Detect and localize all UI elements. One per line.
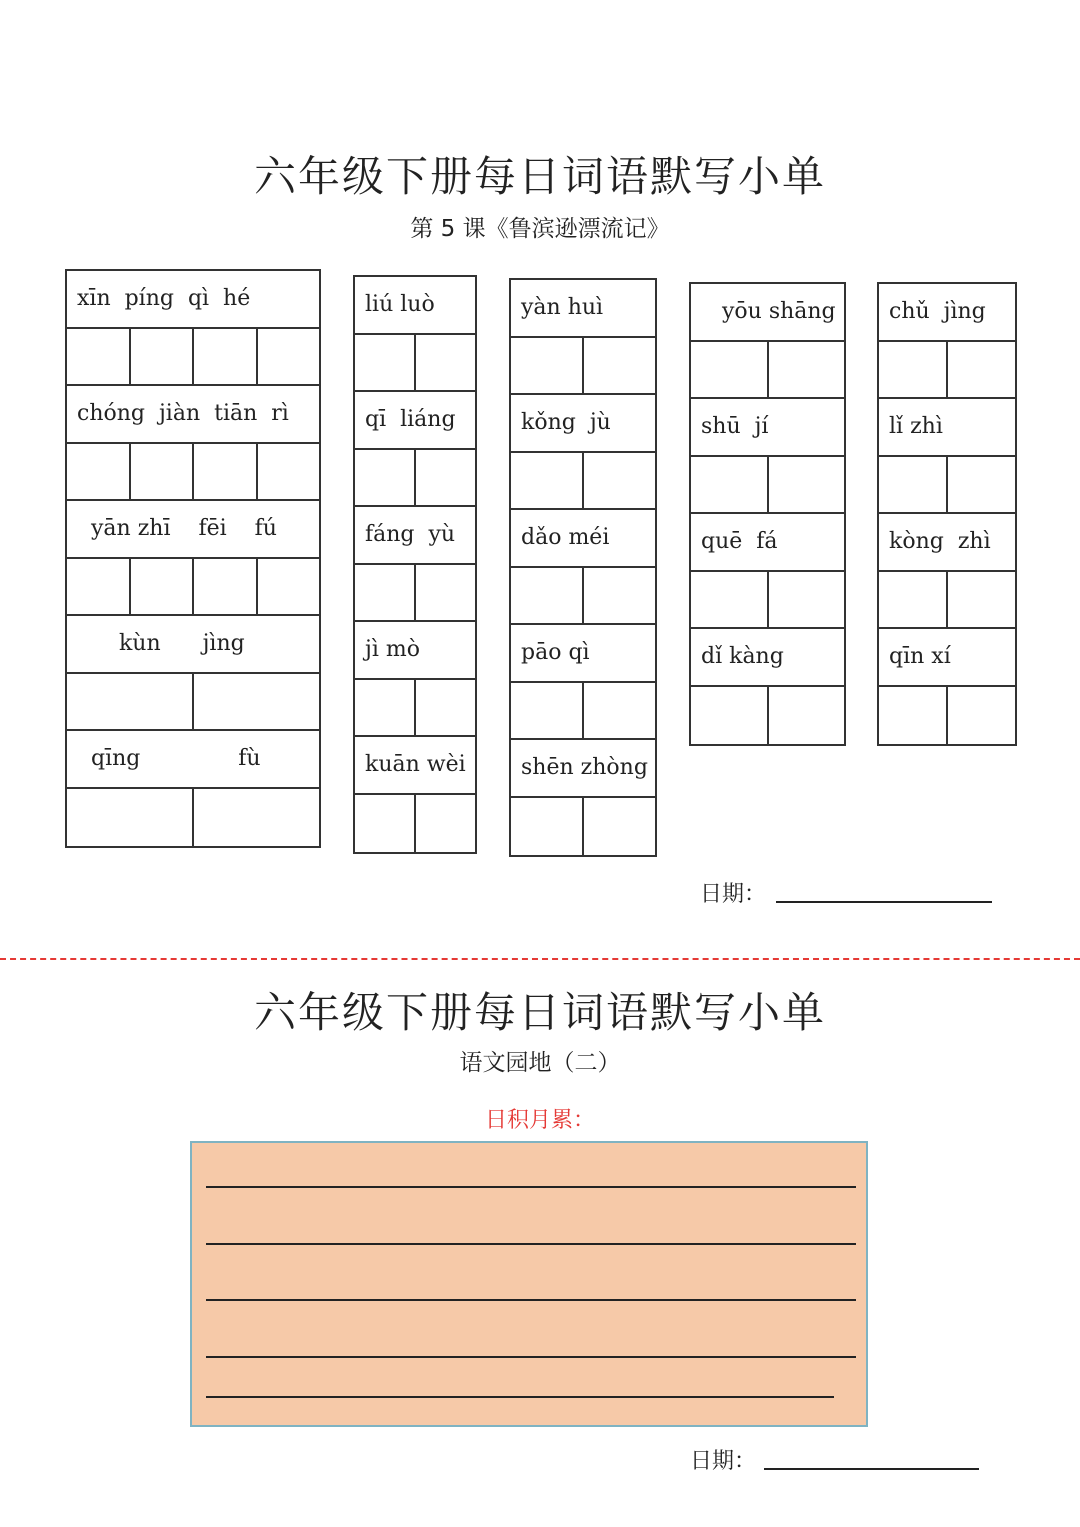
character-box[interactable] — [67, 329, 131, 385]
character-box[interactable] — [879, 572, 948, 628]
pinyin-prompt — [511, 740, 655, 798]
pinyin-text: xīn píng qì hé — [77, 286, 251, 312]
character-box[interactable] — [416, 450, 475, 506]
pinyin-prompt — [511, 625, 655, 683]
character-box[interactable] — [355, 565, 416, 621]
pinyin-text: kǒng jù — [521, 410, 611, 436]
character-box[interactable] — [355, 795, 416, 853]
character-box[interactable] — [511, 568, 584, 624]
pinyin-prompt — [355, 622, 475, 680]
sheet2-subtitle: 语文园地（二） — [459, 1050, 621, 1076]
character-box[interactable] — [67, 674, 194, 730]
writing-cells — [511, 798, 655, 856]
character-box[interactable] — [691, 687, 769, 745]
writing-cells — [511, 683, 655, 741]
character-box[interactable] — [416, 565, 475, 621]
pinyin-text: dǐ kàng — [701, 644, 784, 670]
word-column-2 — [353, 275, 477, 854]
pinyin-text: liú luò — [365, 292, 435, 318]
character-box[interactable] — [355, 450, 416, 506]
writing-cells — [879, 342, 1015, 400]
pinyin-text: pāo qì — [521, 640, 590, 666]
writing-cells — [691, 687, 844, 745]
pinyin-prompt — [879, 629, 1015, 687]
writing-cells — [67, 444, 319, 502]
character-box[interactable] — [948, 687, 1015, 745]
writing-cells — [67, 329, 319, 387]
pinyin-prompt — [67, 386, 319, 444]
character-box[interactable] — [511, 798, 584, 856]
character-box[interactable] — [194, 674, 319, 730]
character-box[interactable] — [194, 329, 258, 385]
section-label: 日积月累： — [484, 1108, 595, 1133]
character-box[interactable] — [769, 457, 845, 513]
character-box[interactable] — [879, 342, 948, 398]
pinyin-text: shū jí — [701, 414, 769, 440]
character-box[interactable] — [416, 680, 475, 736]
pinyin-text: qīn xí — [889, 644, 951, 670]
writing-cells — [355, 680, 475, 738]
cut-divider — [0, 958, 1080, 960]
writing-cells — [879, 572, 1015, 630]
character-box[interactable] — [355, 680, 416, 736]
character-box[interactable] — [258, 444, 320, 500]
word-column-3 — [509, 278, 657, 857]
writing-line[interactable] — [206, 1243, 856, 1245]
writing-cells — [67, 674, 319, 732]
pinyin-prompt — [355, 737, 475, 795]
character-box[interactable] — [584, 453, 655, 509]
pinyin-text: kòng zhì — [889, 529, 991, 555]
pinyin-text: qīng fù — [77, 746, 261, 772]
character-box[interactable] — [691, 342, 769, 398]
pinyin-text: fáng yù — [365, 522, 456, 548]
pinyin-prompt — [67, 616, 319, 674]
pinyin-prompt — [879, 514, 1015, 572]
character-box[interactable] — [67, 559, 131, 615]
pinyin-prompt — [67, 501, 319, 559]
character-box[interactable] — [355, 335, 416, 391]
pinyin-prompt — [355, 277, 475, 335]
pinyin-text: kùn jìng — [77, 631, 245, 657]
writing-cells — [355, 795, 475, 853]
character-box[interactable] — [194, 789, 319, 847]
pinyin-text: jì mò — [365, 637, 420, 663]
character-box[interactable] — [416, 795, 475, 853]
character-box[interactable] — [67, 789, 194, 847]
pinyin-text: chóng jiàn tiān rì — [77, 401, 289, 427]
writing-cells — [879, 457, 1015, 515]
writing-line[interactable] — [206, 1186, 856, 1188]
character-box[interactable] — [584, 798, 655, 856]
writing-cells — [691, 457, 844, 515]
pinyin-prompt — [691, 514, 844, 572]
word-column-5 — [877, 282, 1017, 746]
pinyin-text: yōu shāng — [701, 299, 836, 325]
pinyin-prompt — [67, 271, 319, 329]
pinyin-text: kuān wèi — [365, 752, 466, 778]
sheet1-date-label: 日期： — [700, 882, 767, 907]
writing-cells — [355, 565, 475, 623]
character-box[interactable] — [691, 572, 769, 628]
writing-cells — [355, 335, 475, 393]
character-box[interactable] — [131, 559, 195, 615]
character-box[interactable] — [879, 457, 948, 513]
sheet1-subtitle: 第 5 课《鲁滨逊漂流记》 — [410, 216, 670, 242]
pinyin-text: qī liáng — [365, 407, 456, 433]
character-box[interactable] — [948, 457, 1015, 513]
character-box[interactable] — [691, 457, 769, 513]
character-box[interactable] — [584, 338, 655, 394]
character-box[interactable] — [584, 683, 655, 739]
pinyin-prompt — [67, 731, 319, 789]
writing-cells — [67, 559, 319, 617]
character-box[interactable] — [258, 559, 320, 615]
character-box[interactable] — [416, 335, 475, 391]
character-box[interactable] — [258, 329, 320, 385]
pinyin-prompt — [691, 399, 844, 457]
pinyin-prompt — [879, 399, 1015, 457]
character-box[interactable] — [769, 572, 845, 628]
pinyin-text: lǐ zhì — [889, 414, 943, 440]
notes-box[interactable] — [190, 1141, 868, 1427]
writing-cells — [67, 789, 319, 847]
pinyin-text: yàn huì — [521, 295, 604, 321]
writing-cells — [511, 338, 655, 396]
character-box[interactable] — [194, 559, 258, 615]
writing-cells — [511, 568, 655, 626]
character-box[interactable] — [948, 572, 1015, 628]
character-box[interactable] — [769, 687, 845, 745]
character-box[interactable] — [769, 342, 845, 398]
writing-cells — [879, 687, 1015, 745]
character-box[interactable] — [511, 338, 584, 394]
pinyin-text: dǎo méi — [521, 525, 610, 551]
word-column-1 — [65, 269, 321, 848]
character-box[interactable] — [67, 444, 131, 500]
writing-cells — [691, 342, 844, 400]
pinyin-text: yān zhī fēi fú — [77, 516, 277, 542]
pinyin-prompt — [355, 507, 475, 565]
pinyin-prompt — [511, 510, 655, 568]
character-box[interactable] — [511, 683, 584, 739]
character-box[interactable] — [131, 444, 195, 500]
character-box[interactable] — [511, 453, 584, 509]
writing-cells — [355, 450, 475, 508]
sheet1-date-line[interactable] — [776, 901, 992, 903]
writing-line[interactable] — [206, 1396, 834, 1398]
character-box[interactable] — [131, 329, 195, 385]
pinyin-prompt — [691, 284, 844, 342]
writing-cells — [511, 453, 655, 511]
word-column-4 — [689, 282, 846, 746]
writing-cells — [691, 572, 844, 630]
pinyin-prompt — [511, 280, 655, 338]
pinyin-text: chǔ jìng — [889, 299, 986, 325]
pinyin-prompt — [355, 392, 475, 450]
writing-line[interactable] — [206, 1299, 856, 1301]
writing-line[interactable] — [206, 1356, 856, 1358]
character-box[interactable] — [194, 444, 258, 500]
sheet2-date-line[interactable] — [764, 1468, 979, 1470]
pinyin-prompt — [879, 284, 1015, 342]
pinyin-prompt — [511, 395, 655, 453]
pinyin-prompt — [691, 629, 844, 687]
sheet1-title: 六年级下册每日词语默写小单 — [253, 152, 826, 201]
character-box[interactable] — [948, 342, 1015, 398]
sheet2-title: 六年级下册每日词语默写小单 — [253, 988, 826, 1037]
character-box[interactable] — [879, 687, 948, 745]
pinyin-text: quē fá — [701, 529, 778, 555]
pinyin-text: shēn zhòng — [521, 755, 648, 781]
sheet2-date-label: 日期： — [690, 1449, 757, 1474]
character-box[interactable] — [584, 568, 655, 624]
